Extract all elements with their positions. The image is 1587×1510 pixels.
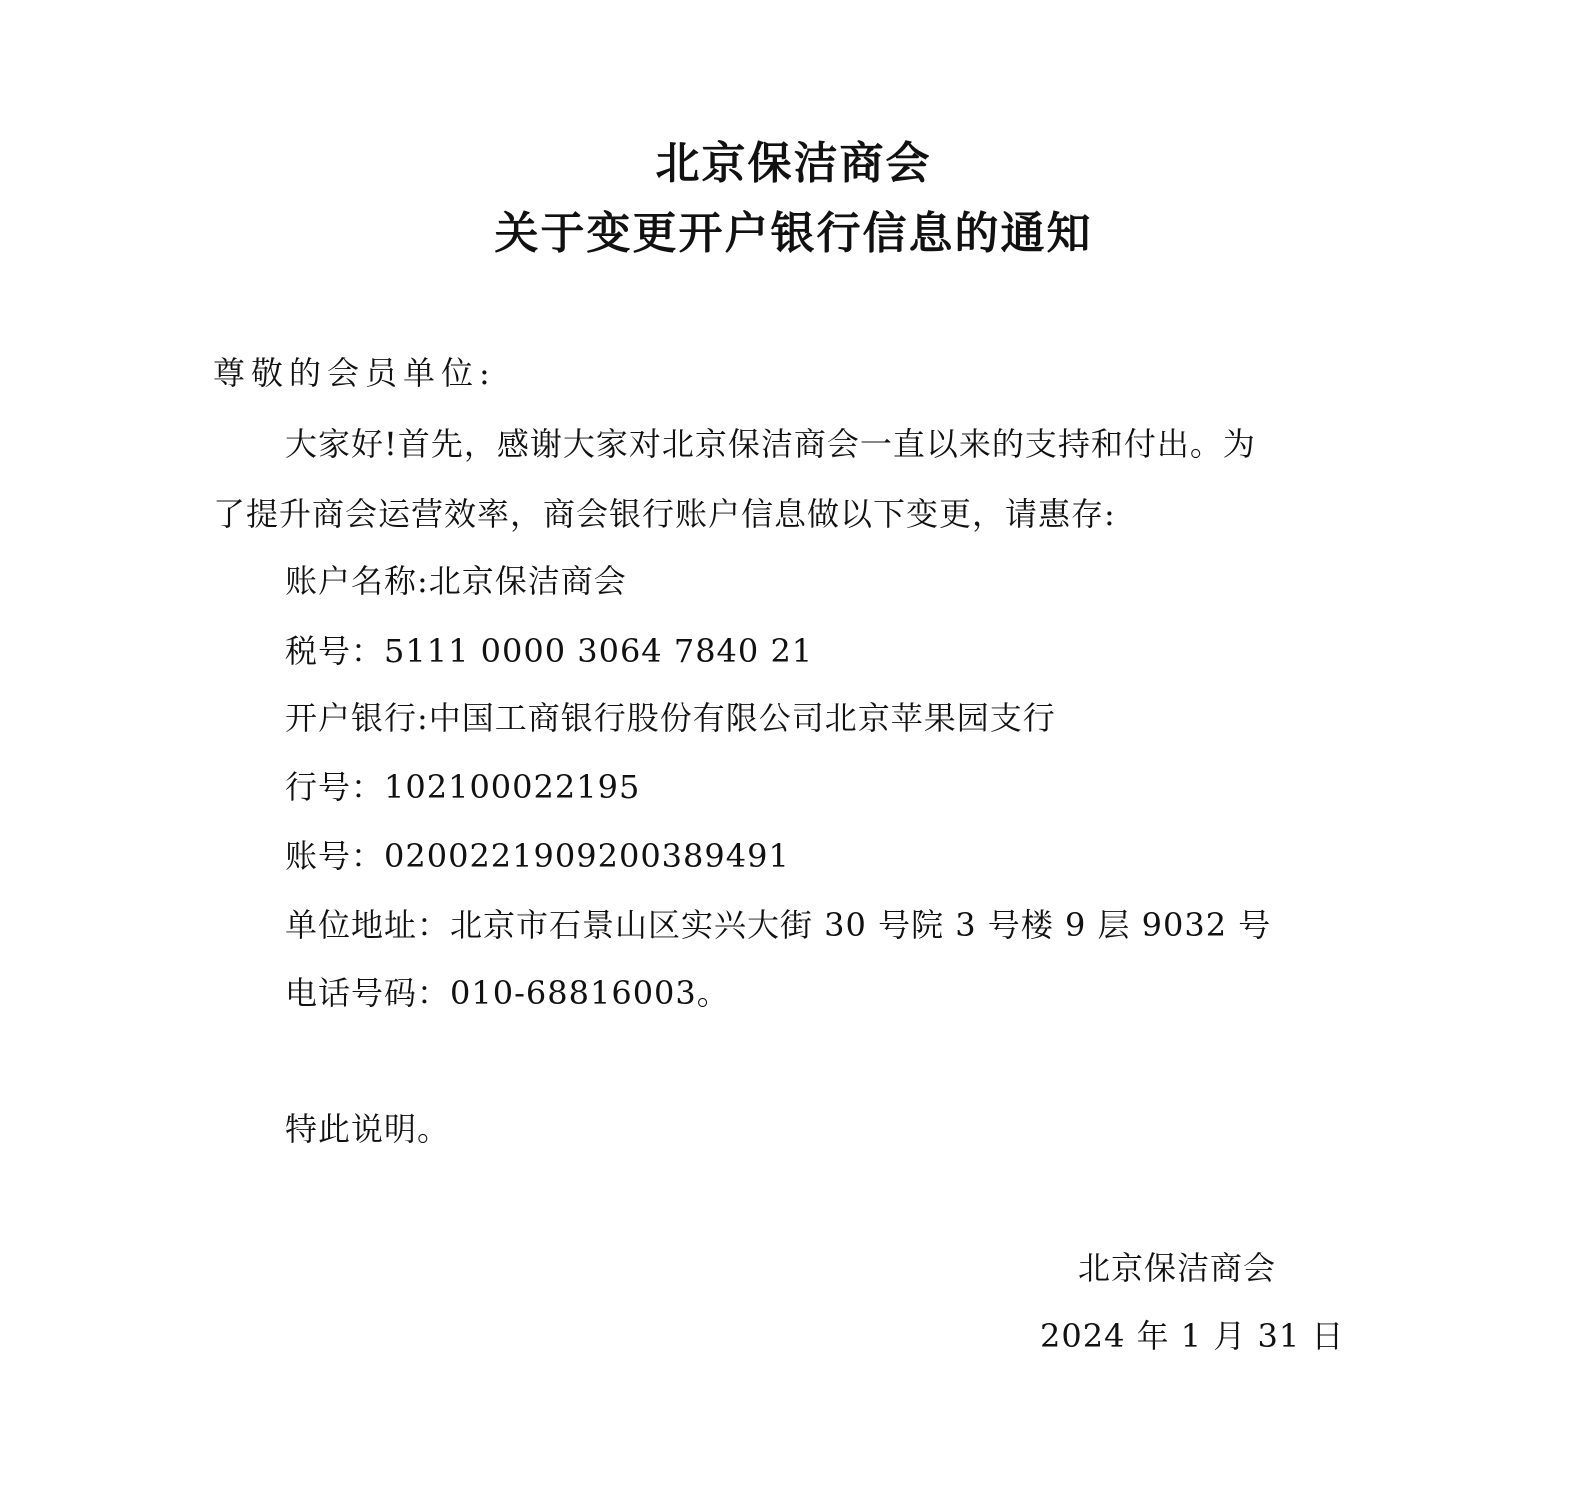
signature-organization: 北京保洁商会 (1078, 1249, 1277, 1287)
address-field: 单位地址：北京市石景山区实兴大街 30 号院 3 号楼 9 层 9032 号 (285, 906, 1272, 944)
salutation: 尊敬的会员单位: (213, 354, 496, 392)
phone-field: 电话号码：010-68816003。 (285, 974, 730, 1012)
account-name-field: 账户名称:北京保洁商会 (285, 562, 627, 600)
account-number-field: 账号：0200221909200389491 (285, 837, 790, 875)
document-title-line2: 关于变更开户银行信息的通知 (494, 208, 1093, 259)
document-title-line1: 北京保洁商会 (655, 138, 932, 189)
bank-code-field: 行号：102100022195 (285, 768, 641, 806)
closing-statement: 特此说明。 (285, 1110, 451, 1148)
body-paragraph-line2: 了提升商会运营效率，商会银行账户信息做以下变更，请惠存: (213, 495, 1116, 533)
bank-field: 开户银行:中国工商银行股份有限公司北京苹果园支行 (285, 699, 1056, 737)
tax-number-field: 税号：5111 0000 3064 7840 21 (285, 632, 814, 670)
body-paragraph-line1: 大家好!首先，感谢大家对北京保洁商会一直以来的支持和付出。为 (285, 425, 1256, 463)
signature-date: 2024 年 1 月 31 日 (1040, 1317, 1345, 1355)
